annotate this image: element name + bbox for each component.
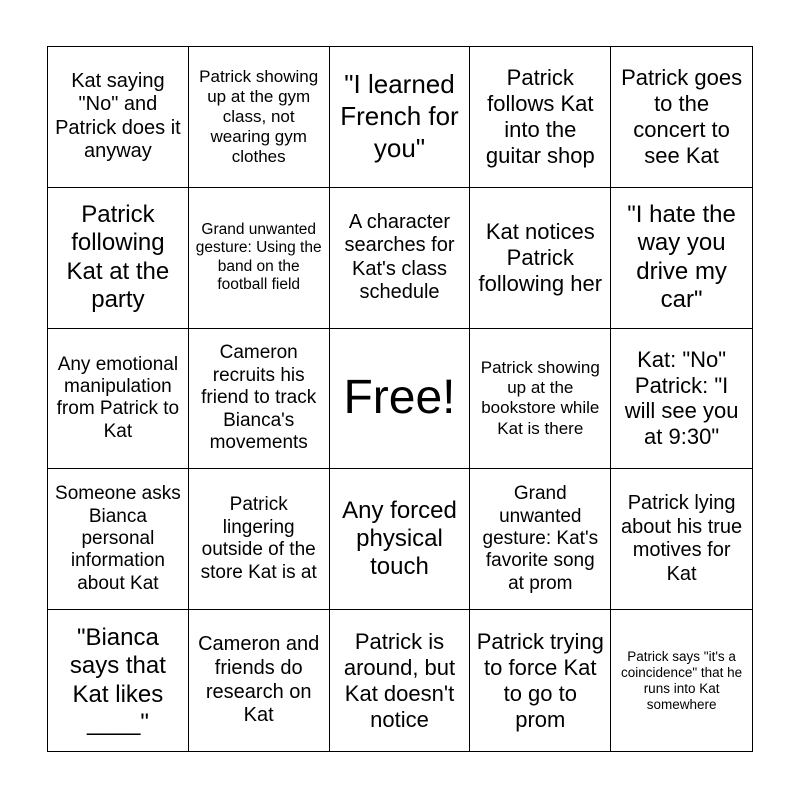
- bingo-cell-r2c3[interactable]: A character searches for Kat's class schedule: [330, 188, 471, 329]
- bingo-cell-r4c1[interactable]: Someone asks Bianca personal information about Kat: [48, 469, 189, 610]
- bingo-cell-r5c2[interactable]: Cameron and friends do research on Kat: [189, 610, 330, 751]
- bingo-free-space[interactable]: Free!: [330, 329, 471, 470]
- bingo-cell-r2c1[interactable]: Patrick following Kat at the party: [48, 188, 189, 329]
- bingo-cell-r1c3[interactable]: "I learned French for you": [330, 47, 471, 188]
- bingo-cell-r4c4[interactable]: Grand unwanted gesture: Kat's favorite song at prom: [470, 469, 611, 610]
- bingo-cell-r2c5[interactable]: "I hate the way you drive my car": [611, 188, 752, 329]
- bingo-cell-r5c5[interactable]: Patrick says "it's a coincidence" that he runs into Kat somewhere: [621, 648, 743, 712]
- bingo-cell-r2c4[interactable]: Kat notices Patrick following her: [470, 188, 611, 329]
- bingo-cell-r4c3[interactable]: Any forced physical touch: [330, 469, 471, 610]
- bingo-cell-r2c2[interactable]: Grand unwanted gesture: Using the band on the football field: [189, 188, 330, 329]
- bingo-cell-r3c2[interactable]: Cameron recruits his friend to track Bianca's movements: [189, 329, 330, 470]
- bingo-cell-r3c5[interactable]: Kat: "No" Patrick: "I will see you at 9:30": [611, 329, 752, 470]
- bingo-cell-r3c1[interactable]: Any emotional manipulation from Patrick to Kat: [48, 329, 189, 470]
- bingo-cell-r5c1[interactable]: "Bianca says that Kat likes ____": [48, 610, 189, 751]
- bingo-board: [47, 46, 753, 752]
- bingo-cell-r3c4[interactable]: Patrick showing up at the bookstore while Kat is there: [470, 329, 611, 470]
- bingo-cell-r5c4[interactable]: Patrick trying to force Kat to go to prom: [470, 610, 611, 751]
- bingo-cell-r1c1[interactable]: Kat saying "No" and Patrick does it anyway: [48, 47, 189, 188]
- bingo-cell-r1c2[interactable]: Patrick showing up at the gym class, not wearing gym clothes: [189, 47, 330, 188]
- bingo-cell-r1c4[interactable]: Patrick follows Kat into the guitar shop: [470, 47, 611, 188]
- bingo-cell-r4c5[interactable]: Patrick lying about his true motives for Kat: [611, 469, 752, 610]
- bingo-cell-r4c2[interactable]: Patrick lingering outside of the store Kat is at: [189, 469, 330, 610]
- bingo-cell-r5c3[interactable]: Patrick is around, but Kat doesn't notice: [330, 610, 471, 751]
- bingo-cell-r1c5[interactable]: Patrick goes to the concert to see Kat: [611, 47, 752, 188]
